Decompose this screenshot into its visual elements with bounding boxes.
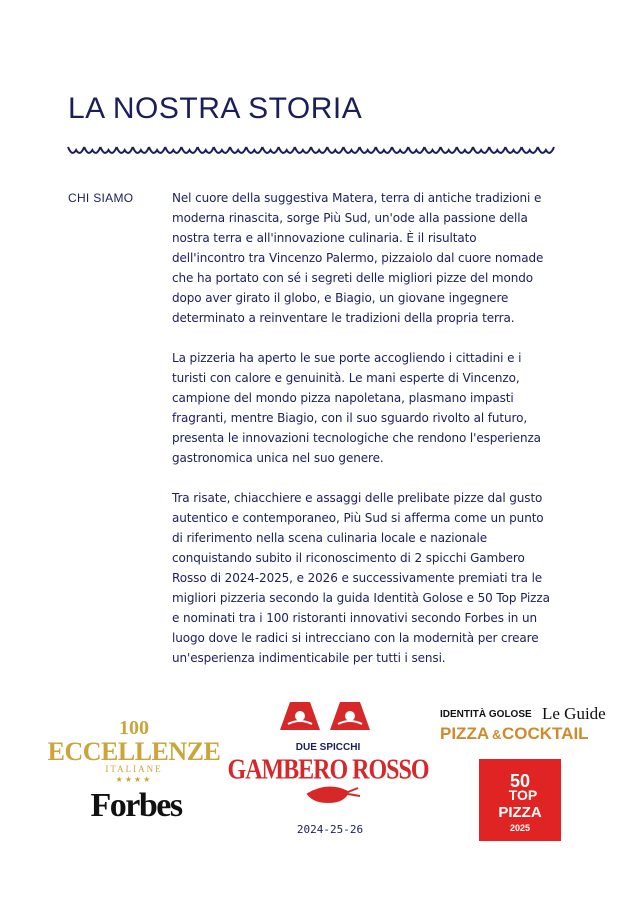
identita-golose-logo <box>440 703 606 743</box>
logo-text: PIZZA <box>440 724 490 743</box>
wave-segment <box>84 147 100 153</box>
logo-text: TOP <box>508 787 538 803</box>
wave-segment <box>424 147 440 153</box>
wave-segment <box>441 147 457 153</box>
logo-text: ITALIANE <box>105 764 163 774</box>
wave-segment <box>149 147 165 153</box>
wave-segment <box>327 147 343 153</box>
logo-text: PIZZA <box>498 804 542 821</box>
wave-segment <box>522 147 538 153</box>
wave-segment <box>408 147 424 153</box>
gambero-year: 2024-25-26 <box>296 823 364 836</box>
gambero-rosso-logo <box>227 698 429 810</box>
wave-segment <box>230 147 246 153</box>
wave-segment <box>295 147 311 153</box>
logo-text: 2025 <box>509 823 531 833</box>
wave-segment <box>214 147 230 153</box>
shrimp-icon <box>308 787 360 802</box>
logo-text: & <box>492 727 502 742</box>
wave-divider <box>67 144 553 158</box>
paragraph: Tra risate, chiacchiere e assaggi delle prelibate pizze dal gusto autentico e contemporaneo, Più Sud si afferma come un punto di riferimento nella scena culinaria locale e nazionale conquistando subito il riconoscimento di 2 spicchi Gambero Rosso di 2024-2025, e 2026 e successivamente premiati tra le migliori pizzeria secondo la guida Identità Golose e 50 Top Pizza e nominati tra i 100 ristoranti innovativi secondo Forbes in un luogo dove le radici si intrecciano con la modernità per creare un'esperienza indimenticabile per tutti i sensi. <box>172 491 550 665</box>
wave-segment <box>360 147 376 153</box>
logo-text: DUE SPICCHI <box>295 742 361 753</box>
page-title: LA NOSTRA STORIA <box>68 92 363 125</box>
logo-text: ★★★★ <box>115 775 153 784</box>
story-text <box>172 188 552 688</box>
wave-segment <box>181 147 197 153</box>
logo-text: ECCELLENZE <box>47 737 221 766</box>
wave-segment <box>117 147 133 153</box>
wave-segment <box>376 147 392 153</box>
wave-segment <box>538 147 554 153</box>
logo-text: Forbes <box>90 787 182 824</box>
logo-text: GAMBERO ROSSO <box>227 752 429 785</box>
wave-segment <box>262 147 278 153</box>
logo-text: 50 <box>509 771 531 791</box>
wave-segment <box>246 147 262 153</box>
50-top-pizza-logo <box>479 759 561 841</box>
wave-segment <box>311 147 327 153</box>
wave-segment <box>343 147 359 153</box>
wave-segment <box>473 147 489 153</box>
section-label: CHI SIAMO <box>68 191 134 205</box>
paragraph: Nel cuore della suggestiva Matera, terra di antiche tradizioni e moderna rinascita, sorge Più Sud, un'ode alla passione della nostra terra e all'innovazione culinaria. È il risultato dell'incontro tra Vincenzo Palermo, pizzaiolo dal cuore nomade che ha portato con sé i segreti delle migliori pizze del mondo dopo aver girato il globo, e Biagio, un giovane ingegnere determinato a reinventare le tradizioni della propria terra. <box>172 191 544 325</box>
forbes-eccellenze-logo <box>47 716 221 824</box>
pizza-slice-icon <box>280 702 320 730</box>
logo-text: Le Guide <box>542 704 606 723</box>
paragraph: La pizzeria ha aperto le sue porte accogliendo i cittadini e i turisti con calore e genuinità. Le mani esperte di Vincenzo, campione del mondo pizza napoletana, plasmano impasti fragranti, mentre Biagio, con il suo sguardo rivolto al futuro, presenta le innovazioni tecnologiche che rendono l'esperienza gastronomica unica nel suo genere. <box>172 351 541 465</box>
wave-segment <box>489 147 505 153</box>
wave-segment <box>457 147 473 153</box>
logo-text: 100 <box>119 717 149 739</box>
pizza-slice-icon <box>330 702 370 730</box>
wave-segment <box>100 147 116 153</box>
wave-segment <box>133 147 149 153</box>
wave-segment <box>392 147 408 153</box>
wave-segment <box>198 147 214 153</box>
wave-segment <box>165 147 181 153</box>
wave-segment <box>68 147 84 153</box>
wave-segment <box>505 147 521 153</box>
wave-segment <box>279 147 295 153</box>
logo-text: COCKTAIL <box>502 724 589 743</box>
logo-text: IDENTITÀ GOLOSE <box>440 709 532 720</box>
